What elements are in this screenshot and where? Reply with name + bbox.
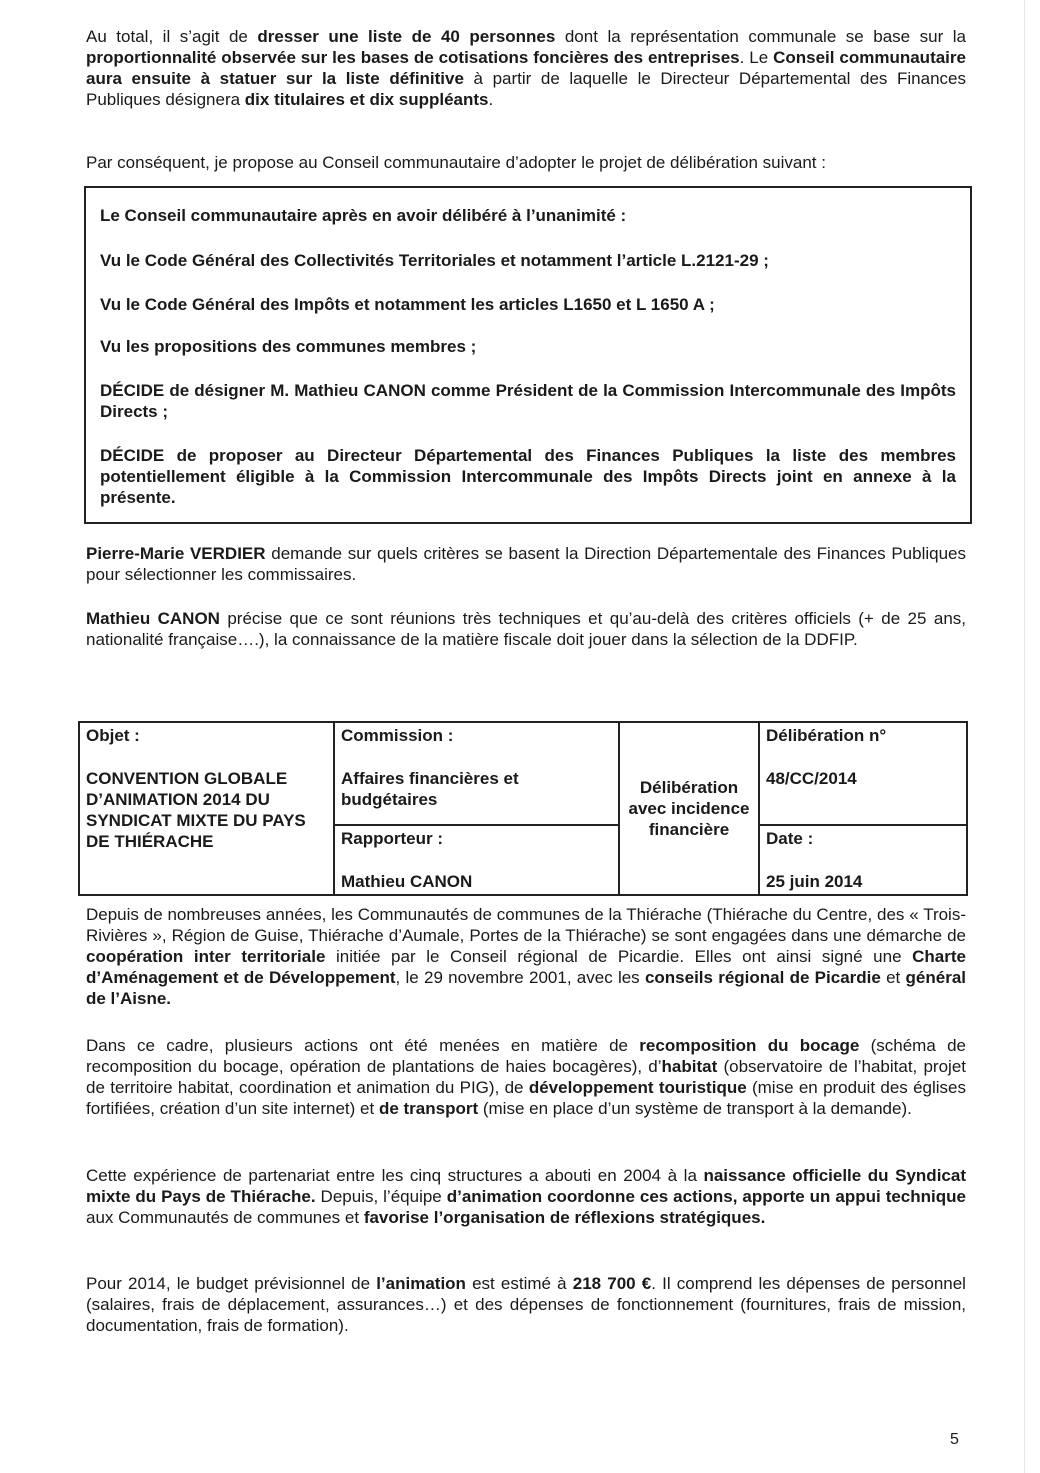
deliberation-number-label: Délibération n°: [766, 726, 887, 745]
rapporteur-value: Mathieu CANON: [341, 872, 473, 891]
objet-value: CONVENTION GLOBALE D’ANIMATION 2014 DU SYNDICAT MIXTE DU PAYS DE THIÉRACHE: [86, 769, 306, 851]
canon-paragraph: Mathieu CANON précise que ce sont réunions très techniques et qu’au-delà des critères officiels (+ de 25 ans, nationalité française….), la connaissance de la matière fiscale doit jouer dans la sélection de la DDFIP.: [86, 609, 966, 649]
body-paragraph-2: Dans ce cadre, plusieurs actions ont été menées en matière de recomposition du bocage (schéma de recomposition du bocage, opération de plantations de haies bocagères), d’habitat (observatoire de l’habitat, projet de territoire habitat, coordination et animation du PIG), de développement touristique (mise en produit des églises fortifiées, création d’un site internet) et de transport (mise en place d’un système de transport à la demande).: [86, 1036, 966, 1118]
date-value: 25 juin 2014: [766, 872, 863, 891]
deliberation-number-cell: [759, 722, 967, 825]
objet-cell: [79, 722, 334, 895]
body-paragraph-3: Cette expérience de partenariat entre les cinq structures a abouti en 2004 à la naissance officielle du Syndicat mixte du Pays de Thiérache. Depuis, l’équipe d’animation coordonne ces actions, apporte un appui technique aux Communautés de communes et favorise l’organisation de réflexions stratégiques.: [86, 1166, 966, 1227]
deliberation-line-4: Vu les propositions des communes membres ;: [100, 337, 477, 356]
objet-label: Objet :: [86, 726, 140, 745]
deliberation-decision-1: DÉCIDE de désigner M. Mathieu CANON comme Président de la Commission Intercommunale des Impôts Directs ;: [100, 381, 956, 421]
commission-value: Affaires financières et budgétaires: [341, 769, 519, 809]
incidence-cell: [619, 722, 759, 895]
date-cell: [759, 825, 967, 895]
incidence-label: Délibération avec incidence financière: [628, 778, 750, 839]
scan-edge: [1024, 0, 1025, 1473]
commission-label: Commission :: [341, 726, 454, 745]
commission-cell: [334, 722, 619, 825]
page-number: 5: [950, 1431, 959, 1448]
deliberation-line-2: Vu le Code Général des Collectivités Territoriales et notamment l’article L.2121-29 ;: [100, 251, 769, 270]
rapporteur-cell: [334, 825, 619, 895]
intro-paragraph-2: Par conséquent, je propose au Conseil communautaire d’adopter le projet de délibération suivant :: [86, 153, 826, 172]
deliberation-decision-2: DÉCIDE de proposer au Directeur Départemental des Finances Publiques la liste des membres potentiellement éligible à la Commission Intercommunale des Impôts Directs joint en annexe à la présente.: [100, 446, 956, 507]
deliberation-line-3: Vu le Code Général des Impôts et notamment les articles L1650 et L 1650 A ;: [100, 295, 715, 314]
verdier-paragraph: Pierre-Marie VERDIER demande sur quels critères se basent la Direction Départementale des Finances Publiques pour sélectionner les commissaires.: [86, 544, 967, 584]
objet-table: [78, 721, 968, 896]
deliberation-line-1: Le Conseil communautaire après en avoir délibéré à l’unanimité :: [100, 206, 627, 225]
deliberation-number-value: 48/CC/2014: [766, 769, 857, 788]
intro-paragraph-1: Au total, il s’agit de dresser une liste de 40 personnes dont la représentation communale se base sur la proportionnalité observée sur les bases de cotisations foncières des entreprises. Le Conseil communautaire aura ensuite à statuer sur la liste définitive à partir de laquelle le Directeur Départemental des Finances Publiques désignera dix titulaires et dix suppléants.: [86, 27, 966, 109]
body-paragraph-1: Depuis de nombreuses années, les Communautés de communes de la Thiérache (Thiérache du Centre, des « Trois-Rivières », Région de Guise, Thiérache d’Aumale, Portes de la Thiérache) se sont engagées dans une démarche de coopération inter territoriale initiée par le Conseil régional de Picardie. Elles ont ainsi signé une Charte d’Aménagement et de Développement, le 29 novembre 2001, avec les conseils régional de Picardie et général de l’Aisne.: [86, 905, 967, 1008]
date-label: Date :: [766, 829, 814, 848]
rapporteur-label: Rapporteur :: [341, 829, 443, 848]
deliberation-box: [84, 186, 972, 524]
body-paragraph-4: Pour 2014, le budget prévisionnel de l’animation est estimé à 218 700 €. Il comprend les dépenses de personnel (salaires, frais de déplacement, assurances…) et des dépenses de fonctionnement (fournitures, frais de mission, documentation, frais de formation).: [86, 1274, 966, 1335]
